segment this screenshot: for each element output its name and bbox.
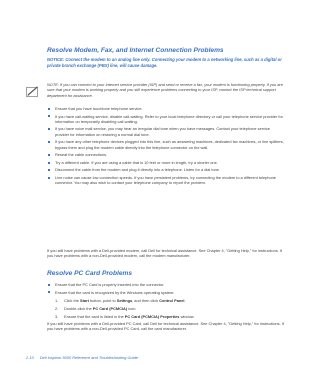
list-item: Ensure that the card is recognized by the Windows operating system:: [47, 290, 285, 295]
list-item: Line noise can cause low connection speeds. If you have persistent problems, try connecting the modem to a different telephone connector. You may also wish to contact your telephone company to report the problem.: [47, 175, 285, 186]
control-panel-label: Control Panel: [159, 298, 185, 303]
list-item: If you have any other telephone devices plugged into this line, such as answering machines, dedicated fax machines, or line splitters, bypass them and plug the modem cable directly into the telephone connector on the wall.: [47, 139, 285, 150]
list-item: If you have call-waiting service, disable call-waiting. Refer to your local telephone directory or call your telephone service provider for information on temporarily disabling call-waiting.: [47, 114, 285, 125]
modem-closing-paragraph: If you still have problems with a Dell-provided modem, call Dell for technical assistance. See Chapter 4, "Getting Help," for instructions. If you have problems with a non-Dell-provided modem, call the modem manufacturer.: [47, 248, 283, 259]
section-heading-pc-card: Resolve PC Card Problems: [47, 270, 133, 277]
start-label: Start: [80, 298, 89, 303]
list-item: Reseat the cable connections.: [47, 152, 285, 157]
guide-title: Dell Inspiron 5000 Reference and Troubleshooting Guide: [39, 355, 138, 360]
page-number: 2-10: [26, 355, 34, 360]
page-footer: [26, 355, 138, 360]
list-item: If you have voice mail service, you may hear an irregular dial tone when you have messages. Contact your telephone service provider for information on restoring a normal dial tone.: [47, 126, 285, 137]
step-number: 2.: [55, 305, 59, 311]
step-item: 3. Ensure that the card is listed in the PC Card (PCMCIA) Properties window.: [55, 313, 195, 319]
list-item: Ensure that the PC Card is properly inserted into the connector.: [47, 282, 285, 287]
note-text: NOTE: If you can connect to your Internet service provider (ISP) and send or receive a fax, your modem is functioning properly. If you are sure that your modem is working properly and you still experience problems connecting to your ISP, contact the ISP technical support department for assistance.: [47, 82, 283, 98]
list-item: Try a different cable. If you are using a cable that is 10 feet or more in length, try a shorter one.: [47, 160, 285, 165]
step-number: 3.: [55, 313, 59, 319]
settings-label: Settings: [116, 298, 133, 303]
list-item: Ensure that you have touchtone telephone service.: [47, 106, 285, 111]
pc-card-icon-label: PC Card (PCMCIA): [92, 305, 128, 311]
pc-card-list: [47, 282, 285, 297]
step-item: 2. Double-click the PC Card (PCMCIA) icon.: [55, 305, 137, 311]
list-item: Disconnect the cable from the modem and plug it directly into a telephone. Listen for a dial tone.: [47, 167, 285, 172]
step-number: 1.: [55, 298, 59, 303]
pc-card-closing-paragraph: If you still have problems with a Dell-provided PC Card, call Dell for technical assistance. See Chapter 4, "Getting Help," for instructions. If you have problems with a non-Dell-provided PC Card, call the card manufacturer.: [47, 321, 284, 332]
pc-card-properties-label: PC Card (PCMCIA) Properties: [124, 313, 180, 319]
modem-troubleshooting-list: [47, 106, 285, 188]
note-pencil-icon: [26, 84, 39, 95]
section-heading-modem: Resolve Modem, Fax, and Internet Connection Problems: [47, 47, 224, 54]
pc-card-steps: [55, 298, 285, 322]
notice-text: NOTICE: Connect the modem to an analog line only. Connecting your modem to a networking line, such as a digital or private branch exchange (PBX) line, will cause damage.: [47, 57, 282, 68]
step-item: 1. Click the Start button, point to Settings, and then click Control Panel.: [55, 298, 186, 303]
